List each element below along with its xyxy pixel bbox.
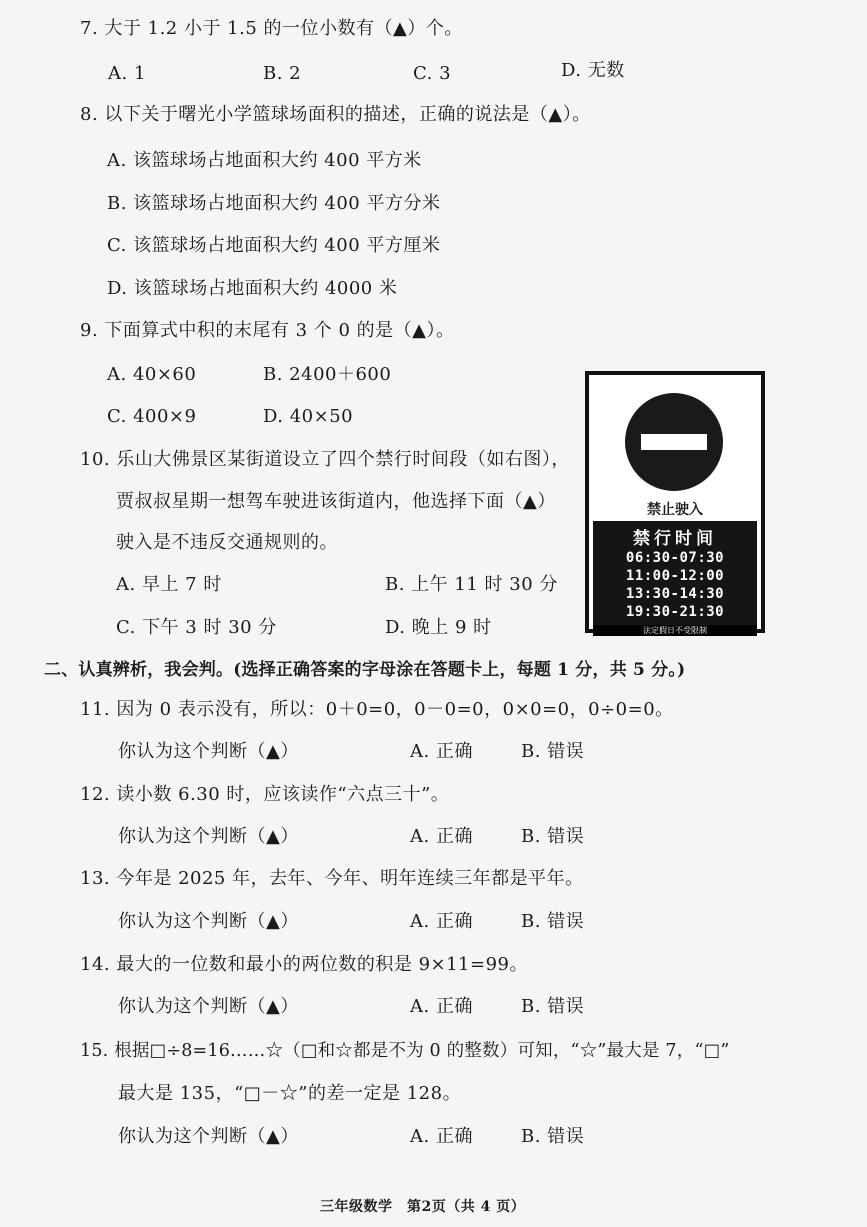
q15-stem-line-2: 最大是 135，“□－☆”的差一定是 128。 [118,1083,462,1104]
q15-prompt: 你认为这个判断（▲） [118,1126,299,1147]
no-entry-icon [625,393,723,491]
q14-option-b: B. 错误 [521,996,585,1017]
q10-option-d: D. 晚上 9 时 [385,617,492,638]
q8-option-c: C. 该篮球场占地面积大约 400 平方厘米 [107,235,441,256]
q8-option-b: B. 该篮球场占地面积大约 400 平方分米 [107,193,441,214]
q11-prompt: 你认为这个判断（▲） [118,741,299,762]
time-slot-3: 13:30-14:30 [625,586,725,602]
q9-option-c: C. 400×9 [107,406,197,427]
q7-option-a: A. 1 [108,63,146,84]
q13-prompt: 你认为这个判断（▲） [118,911,299,932]
holiday-note: 法定假日不受限制 [593,625,757,636]
page-footer: 三年级数学 第2页（共 4 页） [320,1199,526,1215]
q15-stem-line-1: 15. 根据□÷8=16……☆（□和☆都是不为 0 的整数）可知，“☆”最大是 7，“□” [80,1041,730,1061]
sign-label: 禁止驶入 [647,502,703,518]
section-2-heading: 二、认真辨析，我会判。(选择正确答案的字母涂在答题卡上，每题 1 分，共 5 分。) [44,660,686,680]
time-slot-1: 06:30-07:30 [625,550,725,566]
q14-stem: 14. 最大的一位数和最小的两位数的积是 9×11=99。 [80,954,528,975]
time-slot-4: 19:30-21:30 [625,604,725,620]
q10-stem-line-3: 驶入是不违反交通规则的。 [116,532,338,553]
q12-stem: 12. 读小数 6.30 时，应该读作“六点三十”。 [80,784,450,805]
no-entry-sign [585,371,765,633]
q13-option-b: B. 错误 [521,911,585,932]
q12-option-a: A. 正确 [410,826,473,847]
q8-stem: 8. 以下关于曙光小学篮球场面积的描述，正确的说法是（▲）。 [80,104,591,125]
q7-option-d: D. 无数 [561,60,625,81]
q13-option-a: A. 正确 [410,911,473,932]
q12-option-b: B. 错误 [521,826,585,847]
q12-prompt: 你认为这个判断（▲） [118,826,299,847]
q10-option-c: C. 下午 3 时 30 分 [116,617,277,638]
q10-option-a: A. 早上 7 时 [116,574,222,595]
restriction-time-panel [593,521,757,635]
q9-option-b: B. 2400＋600 [263,364,392,385]
q13-stem: 13. 今年是 2025 年，去年、今年、明年连续三年都是平年。 [80,868,584,889]
q10-option-b: B. 上午 11 时 30 分 [385,574,558,595]
q15-option-a: A. 正确 [410,1126,473,1147]
q8-option-a: A. 该篮球场占地面积大约 400 平方米 [107,150,422,171]
q7-option-b: B. 2 [263,63,302,84]
q14-option-a: A. 正确 [410,996,473,1017]
q10-stem-line-2: 贾叔叔星期一想驾车驶进该街道内，他选择下面（▲） [116,491,556,512]
q11-option-a: A. 正确 [410,741,473,762]
q8-option-d: D. 该篮球场占地面积大约 4000 米 [107,278,398,299]
q11-stem: 11. 因为 0 表示没有，所以：0＋0=0，0－0=0，0×0=0，0÷0=0。 [80,699,674,720]
time-slot-2: 11:00-12:00 [625,568,725,584]
q9-stem: 9. 下面算式中积的末尾有 3 个 0 的是（▲）。 [80,320,455,341]
q9-option-d: D. 40×50 [263,406,354,427]
q9-option-a: A. 40×60 [107,364,197,385]
q7-stem: 7. 大于 1.2 小于 1.5 的一位小数有（▲）个。 [80,18,463,39]
q7-option-c: C. 3 [413,63,452,84]
q11-option-b: B. 错误 [521,741,585,762]
panel-title: 禁行时间 [633,529,717,549]
q14-prompt: 你认为这个判断（▲） [118,996,299,1017]
q10-stem-line-1: 10. 乐山大佛景区某街道设立了四个禁行时间段（如右图）， [80,449,570,470]
q15-option-b: B. 错误 [521,1126,585,1147]
